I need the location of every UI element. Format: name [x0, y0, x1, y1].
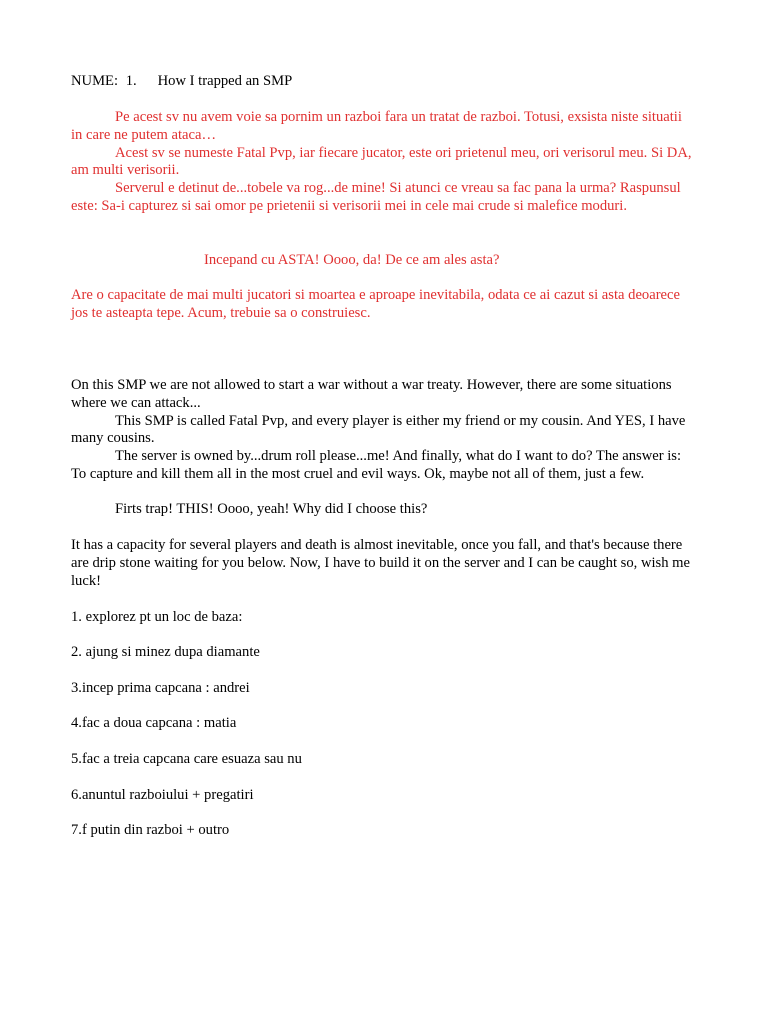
- english-paragraph-2: This SMP is called Fatal Pvp, and every player is either my friend or my cousin. And YES, I have many cousins.: [71, 412, 686, 447]
- document-title-line: [71, 73, 696, 91]
- title-number: 1.: [125, 73, 137, 89]
- step-item-7: 7.f putin din razboi + outro: [71, 822, 230, 838]
- romanian-paragraph-4: Are o capacitate de mai multi jucatori si moartea e aproape inevitabila, odata ce ai cazut si asta deoarece jos te asteapta tepe. Acum, trebuie sa o construiesc.: [71, 287, 680, 321]
- english-paragraph-4: It has a capacity for several players and death is almost inevitable, once you fall, and that's because there are drip stone waiting for you below. Now, I have to build it on the server and I can be caught so, wish me luck!: [71, 537, 690, 589]
- step-item-5: 5.fac a treia capcana care esuaza sau nu: [71, 751, 302, 767]
- english-intro-section: [71, 377, 696, 484]
- romanian-heading: Incepand cu ASTA! Oooo, da! De ce am ales asta?: [204, 252, 500, 268]
- romanian-paragraph-1: Pe acest sv nu avem voie sa pornim un razboi fara un tratat de razboi. Totusi, exsista niste situatii in care ne putem ataca…: [71, 109, 682, 143]
- step-item-6: 6.anuntul razboiului + pregatiri: [71, 787, 254, 803]
- step-item-2: 2. ajung si minez dupa diamante: [71, 644, 260, 660]
- english-paragraph-1: On this SMP we are not allowed to start a war without a war treaty. However, there are some situations where we can attack...: [71, 377, 672, 411]
- name-label: NUME:: [71, 73, 119, 89]
- english-heading: Firts trap! THIS! Oooo, yeah! Why did I choose this?: [115, 501, 428, 517]
- document-title: How I trapped an SMP: [157, 73, 293, 89]
- romanian-paragraph-2: Acest sv se numeste Fatal Pvp, iar fiecare jucator, este ori prietenul meu, ori verisorul meu. Si DA, am multi verisorii.: [71, 144, 692, 179]
- step-item-3: 3.incep prima capcana : andrei: [71, 680, 250, 696]
- step-item-4: 4.fac a doua capcana : matia: [71, 715, 237, 731]
- romanian-intro-section: [71, 109, 696, 216]
- step-item-1: 1. explorez pt un loc de baza:: [71, 609, 243, 625]
- romanian-paragraph-3: Serverul e detinut de...tobele va rog...de mine! Si atunci ce vreau sa fac pana la urma? Raspunsul este: Sa-i capturez si sai omor pe prietenii si verisorii mei in cele mai crude si malefice moduri.: [71, 180, 681, 214]
- english-paragraph-3: The server is owned by...drum roll please...me! And finally, what do I want to do? The answer is: To capture and kill them all in the most cruel and evil ways. Ok, maybe not all of them, just a few.: [71, 448, 682, 482]
